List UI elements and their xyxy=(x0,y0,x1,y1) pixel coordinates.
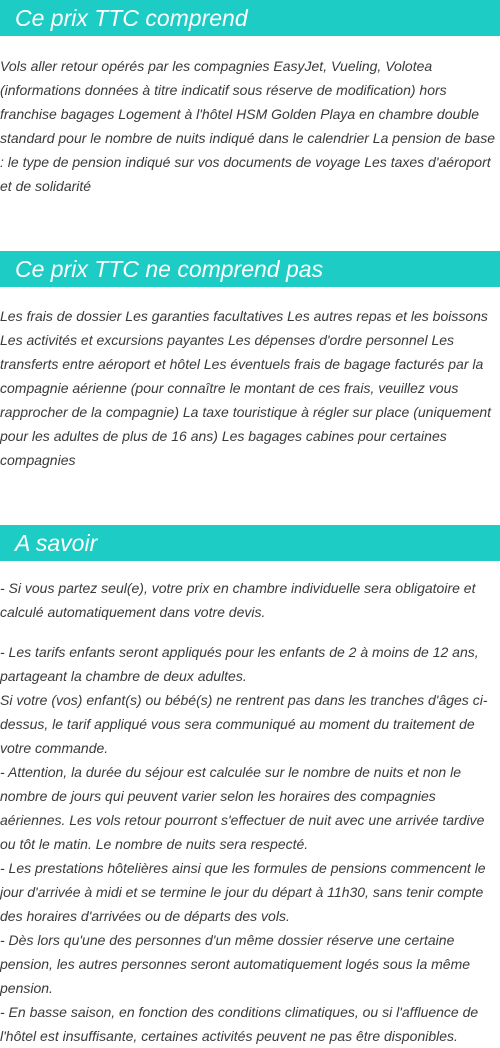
good-to-know-paragraph-low-season: - En basse saison, en fonction des conditions climatiques, ou si l'affluence de l'hôtel est insuffisante, certaines activités peuvent ne pas être disponibles. xyxy=(0,1004,479,1044)
good-to-know-paragraph-hotel-services: - Les prestations hôtelières ainsi que les formules de pensions commencent le jour d'arrivée à midi et se termine le jour du départ à 11h30, sans tenir compte des horaires d'arrivées ou de départs des vols. xyxy=(0,860,486,924)
section-title-not-included: Ce prix TTC ne comprend pas xyxy=(15,255,324,282)
section-included xyxy=(0,0,500,198)
paragraph-spacer xyxy=(0,624,500,640)
section-header-included xyxy=(0,0,500,36)
good-to-know-paragraph-single-room: - Si vous partez seul(e), votre prix en chambre individuelle sera obligatoire et calculé automatiquement dans votre devis. xyxy=(0,580,476,620)
good-to-know-paragraph-duration: - Attention, la durée du séjour est calculée sur le nombre de nuits et non le nombre de jours qui peuvent varier selon les horaires des compagnies aériennes. Les vols retour pourront s'effectuer de nuit avec une arrivée tardive ou tôt le matin. Le nombre de nuits sera respecté. xyxy=(0,764,485,852)
section-title-good-to-know: A savoir xyxy=(15,529,98,556)
section-title-included: Ce prix TTC comprend xyxy=(15,4,248,31)
section-not-included xyxy=(0,251,500,472)
not-included-text: Les frais de dossier Les garanties facultatives Les autres repas et les boissons Les activités et excursions payantes Les dépenses d'ordre personnel Les transferts entre aéroport et hôtel Les éventuels frais de bagage facturés par la compagnie aérienne (pour connaître le montant de ces frais, veuillez vous rapprocher de la compagnie) La taxe touristique à régler sur place (uniquement pour les adultes de plus de 16 ans) Les bagages cabines pour certaines compagnies xyxy=(0,308,492,468)
section-header-not-included xyxy=(0,251,500,287)
good-to-know-paragraph-age-ranges: Si votre (vos) enfant(s) ou bébé(s) ne rentrent pas dans les tranches d'âges ci-dessus, le tarif appliqué vous sera communiqué au moment du traitement de votre commande. xyxy=(0,692,488,756)
section-good-to-know xyxy=(0,525,500,1048)
good-to-know-paragraph-pension: - Dès lors qu'une des personnes d'un même dossier réserve une certaine pension, les autres personnes seront automatiquement logés sous la même pension. xyxy=(0,932,471,996)
good-to-know-paragraph-child-rates: - Les tarifs enfants seront appliqués pour les enfants de 2 à moins de 12 ans, partageant la chambre de deux adultes. xyxy=(0,644,479,684)
good-to-know-body xyxy=(0,576,500,1048)
section-header-good-to-know xyxy=(0,525,500,561)
included-text: Vols aller retour opérés par les compagnies EasyJet, Vueling, Volotea (informations données à titre indicatif sous réserve de modification) hors franchise bagages Logement à l'hôtel HSM Golden Playa en chambre double standard pour le nombre de nuits indiqué dans le calendrier La pension de base : le type de pension indiqué sur vos documents de voyage Les taxes d'aéroport et de solidarité xyxy=(0,58,496,194)
